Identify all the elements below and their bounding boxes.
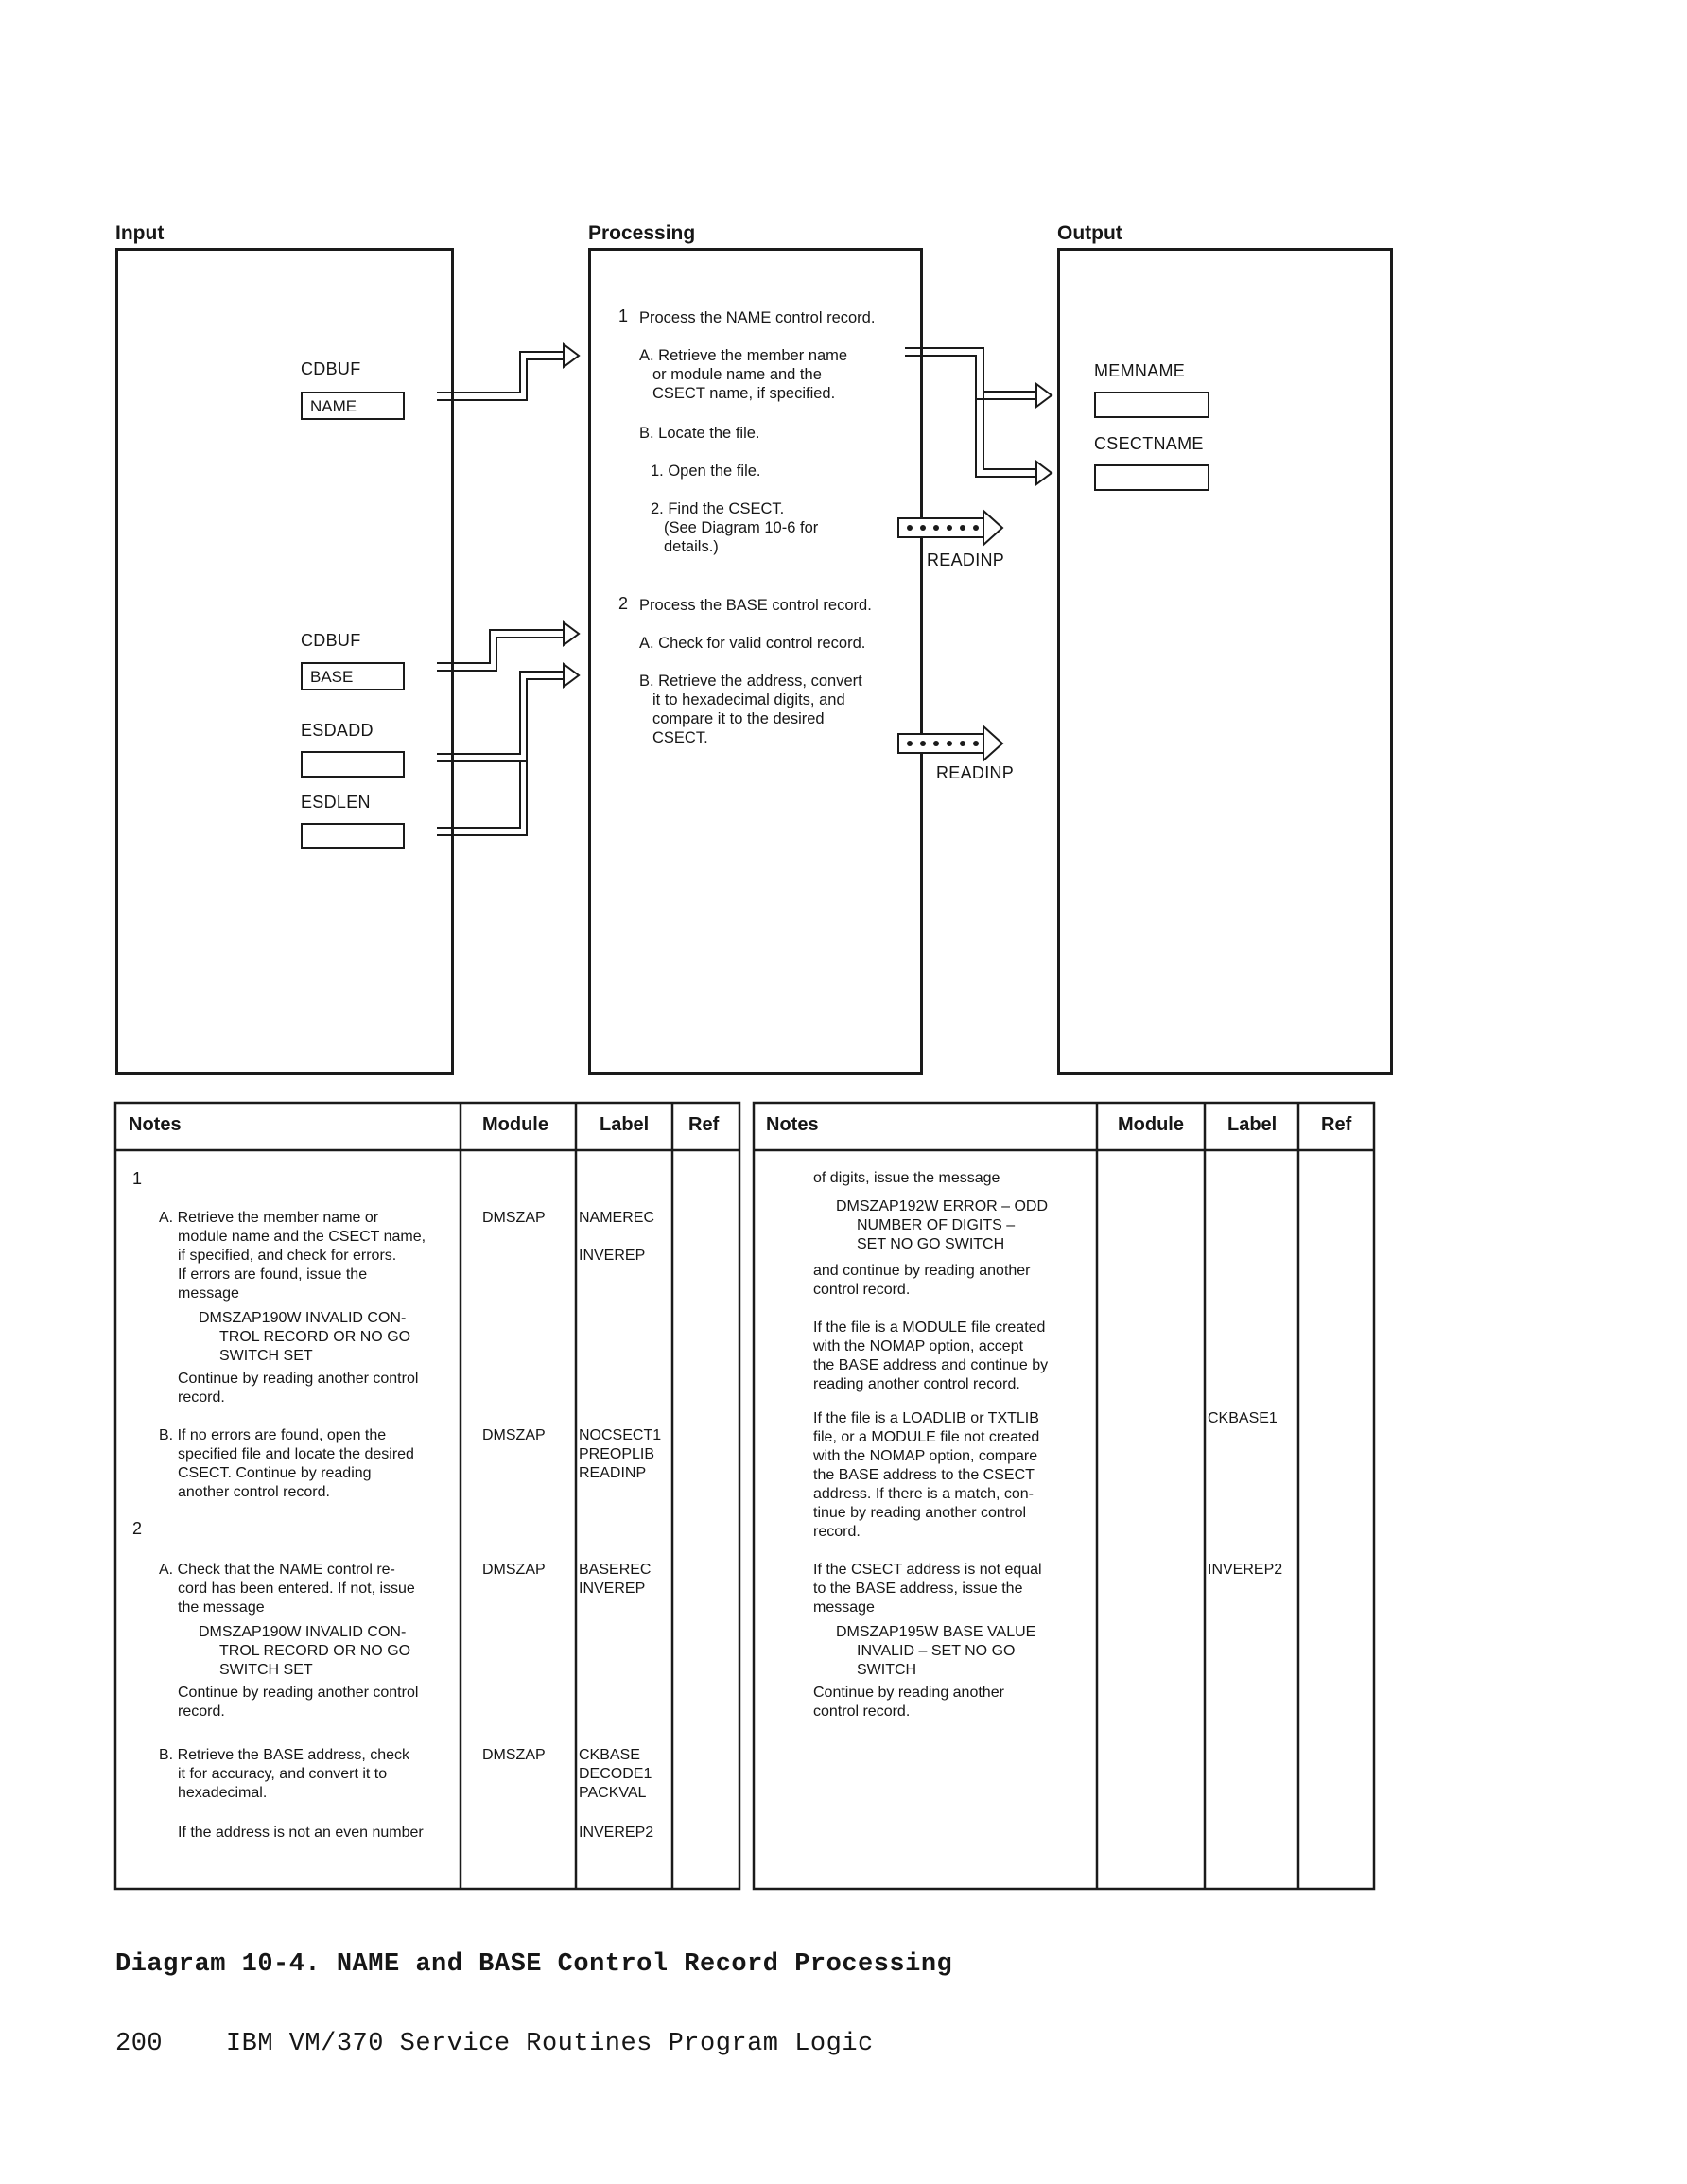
- label-cell: NAMEREC INVEREP: [579, 1210, 655, 1264]
- step-2-number: 2: [618, 594, 629, 613]
- step-2a-text: A. Check for valid control record.: [639, 635, 866, 652]
- left-message-2: DMSZAP190W INVALID CON- TROL RECORD OR NO GO SWITCH SET: [199, 1624, 411, 1678]
- left-note-1-number: 1: [132, 1169, 143, 1188]
- left-note-2-number: 2: [132, 1519, 143, 1538]
- left-module-header: Module: [482, 1114, 548, 1135]
- right-label-header: Label: [1227, 1114, 1278, 1135]
- esdadd-label: ESDADD: [301, 721, 374, 740]
- right-message-1: DMSZAP192W ERROR – ODD NUMBER OF DIGITS – SET NO GO SWITCH: [836, 1198, 1049, 1252]
- left-note-2b: B. Retrieve the BASE address, check it for accuracy, and convert it to hexadecimal.: [159, 1747, 410, 1801]
- step-1-text: Process the NAME control record.: [639, 309, 876, 326]
- cdbuf-label-2: CDBUF: [301, 631, 361, 650]
- left-note-1b: B. If no errors are found, open the specified file and locate the desired CSECT. Continue by reading another control record.: [159, 1427, 414, 1500]
- step-2-text: Process the BASE control record.: [639, 597, 872, 614]
- left-message-1: DMSZAP190W INVALID CON- TROL RECORD OR NO GO SWITCH SET: [199, 1310, 411, 1364]
- right-note-p2: and continue by reading another control record.: [813, 1263, 1031, 1298]
- label-cell: BASEREC INVEREP: [579, 1562, 652, 1597]
- left-continue-2: Continue by reading another control record.: [178, 1685, 419, 1720]
- right-note-p3: If the file is a MODULE file created with the NOMAP option, accept the BASE address and continue by reading another control record.: [813, 1319, 1049, 1392]
- csectname-label: CSECTNAME: [1094, 434, 1204, 453]
- step-1b1-text: 1. Open the file.: [651, 463, 761, 480]
- left-label-header: Label: [600, 1114, 650, 1135]
- left-note-2a: A. Check that the NAME control re- cord has been entered. If not, issue the message: [159, 1562, 415, 1616]
- readinp-label-2: READINP: [936, 763, 1015, 782]
- input-header: Input: [115, 222, 165, 244]
- label-cell: CKBASE1: [1208, 1410, 1278, 1426]
- left-note-1a: A. Retrieve the member name or module name and the CSECT name, if specified, and check for errors. If errors are found, issue the message: [159, 1210, 426, 1302]
- left-notes-header: Notes: [129, 1114, 182, 1135]
- processing-header: Processing: [588, 222, 696, 244]
- right-note-p1: of digits, issue the message: [813, 1170, 1000, 1186]
- left-note-last: If the address is not an even number: [178, 1825, 424, 1841]
- cdbuf-label-1: CDBUF: [301, 359, 361, 378]
- step-1-number: 1: [618, 306, 629, 325]
- module-cell: DMSZAP: [482, 1747, 546, 1763]
- module-cell: DMSZAP: [482, 1210, 546, 1226]
- diagram-caption: Diagram 10-4. NAME and BASE Control Record Processing: [115, 1950, 953, 1979]
- page-footer: 200 IBM VM/370 Service Routines Program Logic: [115, 2030, 874, 2058]
- base-field: BASE: [301, 662, 405, 690]
- esdlen-label: ESDLEN: [301, 793, 371, 812]
- output-header: Output: [1057, 222, 1122, 244]
- right-message-2: DMSZAP195W BASE VALUE INVALID – SET NO GO SWITCH: [836, 1624, 1036, 1678]
- label-cell: NOCSECT1 PREOPLIB READINP: [579, 1427, 662, 1481]
- right-module-header: Module: [1118, 1114, 1184, 1135]
- label-cell: INVEREP2: [1208, 1562, 1283, 1578]
- readinp-label-1: READINP: [927, 550, 1005, 569]
- label-cell: INVEREP2: [579, 1825, 654, 1841]
- step-1b-text: B. Locate the file.: [639, 425, 760, 442]
- right-note-p5: If the CSECT address is not equal to the BASE address, issue the message: [813, 1562, 1042, 1616]
- right-note-p6: Continue by reading another control record.: [813, 1685, 1004, 1720]
- left-ref-header: Ref: [688, 1114, 720, 1135]
- right-ref-header: Ref: [1321, 1114, 1352, 1135]
- module-cell: DMSZAP: [482, 1562, 546, 1578]
- module-cell: DMSZAP: [482, 1427, 546, 1443]
- step-1a-text: A. Retrieve the member name or module name and the CSECT name, if specified.: [639, 347, 848, 402]
- left-continue-1: Continue by reading another control record.: [178, 1371, 419, 1406]
- name-field: NAME: [301, 392, 405, 420]
- step-1b2-text: 2. Find the CSECT. (See Diagram 10-6 for details.): [651, 500, 819, 555]
- label-cell: CKBASE DECODE1 PACKVAL: [579, 1747, 652, 1801]
- step-2b-text: B. Retrieve the address, convert it to hexadecimal digits, and compare it to the desired CSECT.: [639, 673, 862, 746]
- right-note-p4: If the file is a LOADLIB or TXTLIB file, or a MODULE file not created with the NOMAP option, compare the BASE address to the CSECT address. If there is a match, con- tinue by reading another control record.: [813, 1410, 1040, 1540]
- right-notes-header: Notes: [766, 1114, 819, 1135]
- memname-label: MEMNAME: [1094, 361, 1186, 380]
